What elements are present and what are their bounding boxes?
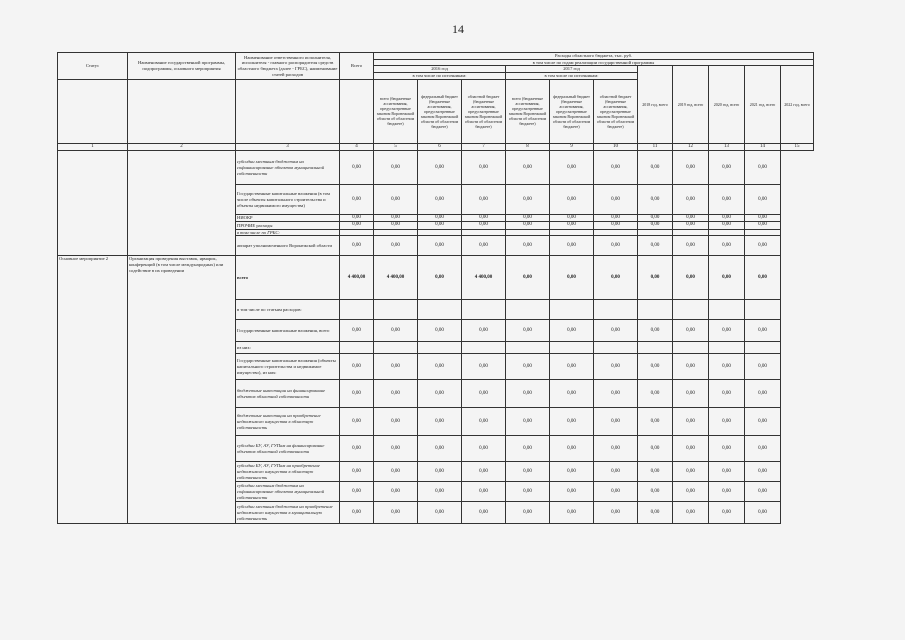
value-cell: 0,00 xyxy=(673,185,709,215)
col-index: 2 xyxy=(128,143,236,150)
value-cell: 4 400,00 xyxy=(374,256,418,300)
value-cell: 0,00 xyxy=(340,215,374,222)
value-cell: 0,00 xyxy=(638,408,673,436)
value-cell: 0,00 xyxy=(594,320,638,342)
value-cell: 0,00 xyxy=(340,502,374,524)
value-cell: 0,00 xyxy=(340,408,374,436)
col-index: 14 xyxy=(745,143,781,150)
col-index: 3 xyxy=(236,143,340,150)
value-cell: 0,00 xyxy=(673,256,709,300)
value-cell: 0,00 xyxy=(340,222,374,229)
value-cell xyxy=(374,342,418,354)
table-row xyxy=(58,151,814,185)
value-cell: 0,00 xyxy=(550,462,594,482)
value-cell: 4 400,00 xyxy=(462,256,506,300)
value-cell xyxy=(673,229,709,236)
value-cell: 0,00 xyxy=(638,380,673,408)
col-index: 12 xyxy=(673,143,709,150)
name-cell-empty xyxy=(128,151,236,256)
value-cell: 0,00 xyxy=(374,380,418,408)
value-cell: 0,00 xyxy=(374,408,418,436)
col-index: 9 xyxy=(550,143,594,150)
row-label: ПРОЧИЕ расходы xyxy=(236,222,340,229)
value-cell: 0,00 xyxy=(745,222,781,229)
value-cell: 0,00 xyxy=(374,462,418,482)
value-cell: 0,00 xyxy=(709,236,745,256)
value-cell: 0,00 xyxy=(745,185,781,215)
value-cell: 0,00 xyxy=(506,222,550,229)
value-cell: 0,00 xyxy=(550,354,594,380)
value-cell: 0,00 xyxy=(506,462,550,482)
table-header xyxy=(58,53,814,151)
value-cell: 0,00 xyxy=(506,320,550,342)
value-cell xyxy=(594,229,638,236)
header-name: Наименование государственной программы, подпрограммы, основного мероприятия xyxy=(128,53,236,80)
value-cell: 0,00 xyxy=(745,462,781,482)
value-cell: 0,00 xyxy=(673,151,709,185)
value-cell xyxy=(340,229,374,236)
value-cell: 0,00 xyxy=(709,256,745,300)
value-cell xyxy=(550,342,594,354)
value-cell xyxy=(745,342,781,354)
value-cell: 0,00 xyxy=(506,236,550,256)
value-cell: 0,00 xyxy=(340,185,374,215)
value-cell: 0,00 xyxy=(594,380,638,408)
value-cell: 0,00 xyxy=(709,462,745,482)
value-cell: 0,00 xyxy=(374,222,418,229)
value-cell xyxy=(745,300,781,320)
row-label: Государственные капитальные вложения (в том числе объекты капитального строительства и объекты недвижимого имущества) xyxy=(236,185,340,215)
value-cell xyxy=(594,342,638,354)
value-cell: 0,00 xyxy=(673,482,709,502)
value-cell: 0,00 xyxy=(638,222,673,229)
value-cell: 0,00 xyxy=(594,236,638,256)
value-cell: 0,00 xyxy=(462,222,506,229)
value-cell: 0,00 xyxy=(462,320,506,342)
value-cell: 0,00 xyxy=(340,320,374,342)
header-2022: 2022 год, всего xyxy=(781,66,814,143)
value-cell xyxy=(506,229,550,236)
row-label: Государственные капитальные вложения (объекты капитального строительства и недвижимое имущество), из них: xyxy=(236,354,340,380)
value-cell: 0,00 xyxy=(550,502,594,524)
row-label: субсидии БУ, АУ, ГУПам на приобретение недвижимого имущества в областную собственность xyxy=(236,462,340,482)
page-number: 14 xyxy=(452,22,464,36)
row-label: бюджетные инвестиции на финансирование объектов областной собственности xyxy=(236,380,340,408)
value-cell: 0,00 xyxy=(418,502,462,524)
value-cell: 0,00 xyxy=(638,320,673,342)
value-cell: 0,00 xyxy=(550,222,594,229)
value-cell xyxy=(709,229,745,236)
value-cell: 0,00 xyxy=(594,502,638,524)
value-cell: 0,00 xyxy=(506,256,550,300)
value-cell: 0,00 xyxy=(462,436,506,462)
value-cell: 0,00 xyxy=(709,185,745,215)
header-2017-federal: федеральный бюджет (бюджетные ассигнования, предусмотренные законом Воронежской области об областном бюджете) xyxy=(550,79,594,143)
col-index: 11 xyxy=(638,143,673,150)
value-cell: 0,00 xyxy=(550,256,594,300)
value-cell: 0,00 xyxy=(418,482,462,502)
value-cell: 0,00 xyxy=(638,502,673,524)
value-cell: 0,00 xyxy=(638,151,673,185)
value-cell xyxy=(638,300,673,320)
value-cell xyxy=(638,342,673,354)
value-cell: 4 400,00 xyxy=(340,256,374,300)
value-cell: 0,00 xyxy=(418,380,462,408)
value-cell: 0,00 xyxy=(745,408,781,436)
col-index: 8 xyxy=(506,143,550,150)
row-label: субсидии местным бюджетам на софинансирование объектов муниципальной собственности xyxy=(236,482,340,502)
value-cell: 0,00 xyxy=(462,462,506,482)
value-cell: 0,00 xyxy=(709,408,745,436)
value-cell xyxy=(745,229,781,236)
value-cell xyxy=(550,300,594,320)
value-cell: 0,00 xyxy=(709,354,745,380)
header-2018: 2018 год, всего xyxy=(638,66,673,143)
row-label: Государственные капитальные вложения, всего xyxy=(236,320,340,342)
value-cell: 0,00 xyxy=(506,380,550,408)
col-index: 4 xyxy=(340,143,374,150)
value-cell: 0,00 xyxy=(340,354,374,380)
value-cell: 0,00 xyxy=(709,380,745,408)
value-cell: 0,00 xyxy=(745,482,781,502)
value-cell: 0,00 xyxy=(418,185,462,215)
value-cell: 0,00 xyxy=(638,436,673,462)
col-index: 7 xyxy=(462,143,506,150)
value-cell: 0,00 xyxy=(340,436,374,462)
value-cell: 0,00 xyxy=(506,185,550,215)
value-cell: 0,00 xyxy=(550,151,594,185)
value-cell: 0,00 xyxy=(462,236,506,256)
value-cell: 0,00 xyxy=(745,256,781,300)
col-index: 1 xyxy=(58,143,128,150)
value-cell: 0,00 xyxy=(374,482,418,502)
table-row xyxy=(58,256,814,300)
header-2017-sources: в том числе по источникам: xyxy=(506,73,638,80)
value-cell: 0,00 xyxy=(462,215,506,222)
value-cell: 0,00 xyxy=(745,215,781,222)
value-cell: 0,00 xyxy=(709,436,745,462)
value-cell: 0,00 xyxy=(506,436,550,462)
value-cell xyxy=(506,342,550,354)
value-cell: 0,00 xyxy=(418,408,462,436)
value-cell: 0,00 xyxy=(673,222,709,229)
value-cell: 0,00 xyxy=(550,380,594,408)
header-2016: 2016 год xyxy=(374,66,506,73)
value-cell xyxy=(550,229,594,236)
row-label: субсидии местным бюджетам на софинансирование объектов муниципальной собственности xyxy=(236,151,340,185)
value-cell: 0,00 xyxy=(673,380,709,408)
value-cell: 0,00 xyxy=(745,380,781,408)
header-2016-regional: областной бюджет (бюджетные ассигнования, предусмотренные законом Воронежской области об областном бюджете) xyxy=(462,79,506,143)
value-cell: 0,00 xyxy=(594,222,638,229)
value-cell: 0,00 xyxy=(374,502,418,524)
value-cell xyxy=(462,300,506,320)
value-cell xyxy=(638,229,673,236)
value-cell: 0,00 xyxy=(506,408,550,436)
table-body xyxy=(58,151,814,524)
value-cell: 0,00 xyxy=(673,436,709,462)
value-cell: 0,00 xyxy=(638,482,673,502)
row-label: в том числе по ГРБС: xyxy=(236,229,340,236)
value-cell: 0,00 xyxy=(594,462,638,482)
value-cell: 0,00 xyxy=(638,215,673,222)
value-cell: 0,00 xyxy=(418,222,462,229)
value-cell: 0,00 xyxy=(709,320,745,342)
value-cell xyxy=(709,342,745,354)
value-cell: 0,00 xyxy=(638,256,673,300)
row-label: субсидии местным бюджетам на приобретение недвижимого имущества в муниципальную собственность xyxy=(236,502,340,524)
row-label: из них: xyxy=(236,342,340,354)
value-cell: 0,00 xyxy=(418,436,462,462)
row-label: в том числе по статьям расходов: xyxy=(236,300,340,320)
value-cell: 0,00 xyxy=(638,185,673,215)
value-cell: 0,00 xyxy=(709,482,745,502)
value-cell: 0,00 xyxy=(594,215,638,222)
value-cell xyxy=(418,229,462,236)
value-cell: 0,00 xyxy=(550,482,594,502)
value-cell: 0,00 xyxy=(340,462,374,482)
value-cell: 0,00 xyxy=(418,215,462,222)
budget-table xyxy=(57,52,814,524)
value-cell: 0,00 xyxy=(709,151,745,185)
value-cell: 0,00 xyxy=(418,462,462,482)
value-cell xyxy=(462,229,506,236)
value-cell: 0,00 xyxy=(374,185,418,215)
value-cell: 0,00 xyxy=(709,502,745,524)
value-cell: 0,00 xyxy=(340,151,374,185)
value-cell: 0,00 xyxy=(418,151,462,185)
value-cell: 0,00 xyxy=(745,320,781,342)
value-cell: 0,00 xyxy=(638,354,673,380)
value-cell: 0,00 xyxy=(594,256,638,300)
value-cell: 0,00 xyxy=(462,482,506,502)
value-cell: 0,00 xyxy=(550,236,594,256)
value-cell: 0,00 xyxy=(550,408,594,436)
value-cell: 0,00 xyxy=(550,185,594,215)
measure-name-cell: Организация проведения выставок, ярмарок, конференций (в том числе международных) или содействие в их проведении xyxy=(128,256,236,524)
col-index: 6 xyxy=(418,143,462,150)
header-2019: 2019 год, всего xyxy=(673,66,709,143)
column-index-row xyxy=(58,143,814,150)
value-cell: 0,00 xyxy=(594,354,638,380)
value-cell: 0,00 xyxy=(506,215,550,222)
value-cell: 0,00 xyxy=(745,502,781,524)
value-cell xyxy=(418,342,462,354)
value-cell xyxy=(709,300,745,320)
value-cell: 0,00 xyxy=(374,151,418,185)
header-2017-total: всего (бюджетные ассигнования, предусмотренные законом Воронежской области об областном бюджете) xyxy=(506,79,550,143)
value-cell: 0,00 xyxy=(745,236,781,256)
value-cell: 0,00 xyxy=(506,151,550,185)
value-cell: 0,00 xyxy=(418,320,462,342)
status-cell-empty xyxy=(58,151,128,256)
value-cell: 0,00 xyxy=(374,354,418,380)
col-index: 13 xyxy=(709,143,745,150)
value-cell: 0,00 xyxy=(374,320,418,342)
value-cell: 0,00 xyxy=(506,502,550,524)
value-cell xyxy=(340,342,374,354)
header-2016-sources: в том числе по источникам: xyxy=(374,73,506,80)
value-cell: 0,00 xyxy=(745,151,781,185)
header-status: Статус xyxy=(58,53,128,80)
value-cell: 0,00 xyxy=(418,256,462,300)
value-cell: 0,00 xyxy=(638,236,673,256)
row-label: всего xyxy=(236,256,340,300)
value-cell: 0,00 xyxy=(709,222,745,229)
value-cell: 0,00 xyxy=(745,354,781,380)
header-2017: 2017 год xyxy=(506,66,638,73)
value-cell xyxy=(374,229,418,236)
value-cell: 0,00 xyxy=(418,354,462,380)
value-cell: 0,00 xyxy=(462,354,506,380)
value-cell: 0,00 xyxy=(340,236,374,256)
value-cell: 0,00 xyxy=(709,215,745,222)
value-cell: 0,00 xyxy=(374,436,418,462)
row-label: аппарат уполномоченного Воронежской области xyxy=(236,236,340,256)
value-cell: 0,00 xyxy=(594,185,638,215)
value-cell: 0,00 xyxy=(374,236,418,256)
value-cell: 0,00 xyxy=(550,320,594,342)
header-expenses-title: Расходы областного бюджета, тыс. руб. xyxy=(374,53,814,60)
row-label: бюджетные инвестиции на приобретение недвижимого имущества в областную собственность xyxy=(236,408,340,436)
value-cell: 0,00 xyxy=(673,502,709,524)
value-cell: 0,00 xyxy=(462,185,506,215)
value-cell: 0,00 xyxy=(462,502,506,524)
row-label: субсидии БУ, АУ, ГУПам на финансирование объектов областной собственности xyxy=(236,436,340,462)
row-label: НИОКР xyxy=(236,215,340,222)
value-cell: 0,00 xyxy=(594,482,638,502)
value-cell: 0,00 xyxy=(673,215,709,222)
value-cell: 0,00 xyxy=(506,482,550,502)
header-total: Всего xyxy=(340,53,374,80)
value-cell: 0,00 xyxy=(340,380,374,408)
header-executor: Наименование ответственного исполнителя, исполнителя - главного распорядителя средств областного бюджета (далее - ГРБС), наименование статей расходов xyxy=(236,53,340,80)
value-cell: 0,00 xyxy=(550,436,594,462)
value-cell xyxy=(594,300,638,320)
header-by-years: в том числе по годам реализации государственной программы xyxy=(374,59,814,66)
value-cell: 0,00 xyxy=(506,354,550,380)
value-cell: 0,00 xyxy=(374,215,418,222)
header-2017-regional: областной бюджет (бюджетные ассигнования, предусмотренные законом Воронежской области об областном бюджете) xyxy=(594,79,638,143)
value-cell: 0,00 xyxy=(418,236,462,256)
value-cell: 0,00 xyxy=(673,236,709,256)
value-cell: 0,00 xyxy=(673,354,709,380)
status-cell: Основное мероприятие 2 xyxy=(58,256,128,524)
value-cell: 0,00 xyxy=(462,408,506,436)
value-cell: 0,00 xyxy=(462,151,506,185)
value-cell xyxy=(374,300,418,320)
value-cell: 0,00 xyxy=(340,482,374,502)
header-2020: 2020 год, всего xyxy=(709,66,745,143)
value-cell: 0,00 xyxy=(638,462,673,482)
col-index: 15 xyxy=(781,143,814,150)
value-cell: 0,00 xyxy=(673,408,709,436)
value-cell xyxy=(506,300,550,320)
value-cell xyxy=(673,342,709,354)
value-cell: 0,00 xyxy=(673,462,709,482)
value-cell: 0,00 xyxy=(594,436,638,462)
value-cell: 0,00 xyxy=(594,408,638,436)
col-index: 10 xyxy=(594,143,638,150)
value-cell xyxy=(462,342,506,354)
value-cell: 0,00 xyxy=(673,320,709,342)
header-2016-federal: федеральный бюджет (бюджетные ассигнования, предусмотренные законом Воронежской области об областном бюджете) xyxy=(418,79,462,143)
header-2016-total: всего (бюджетные ассигнования, предусмотренные законом Воронежской области об областном бюджете) xyxy=(374,79,418,143)
value-cell: 0,00 xyxy=(462,380,506,408)
value-cell: 0,00 xyxy=(745,436,781,462)
value-cell xyxy=(340,300,374,320)
value-cell: 0,00 xyxy=(594,151,638,185)
header-2021: 2021 год, всего xyxy=(745,66,781,143)
col-index: 5 xyxy=(374,143,418,150)
value-cell: 0,00 xyxy=(550,215,594,222)
value-cell xyxy=(673,300,709,320)
value-cell xyxy=(418,300,462,320)
